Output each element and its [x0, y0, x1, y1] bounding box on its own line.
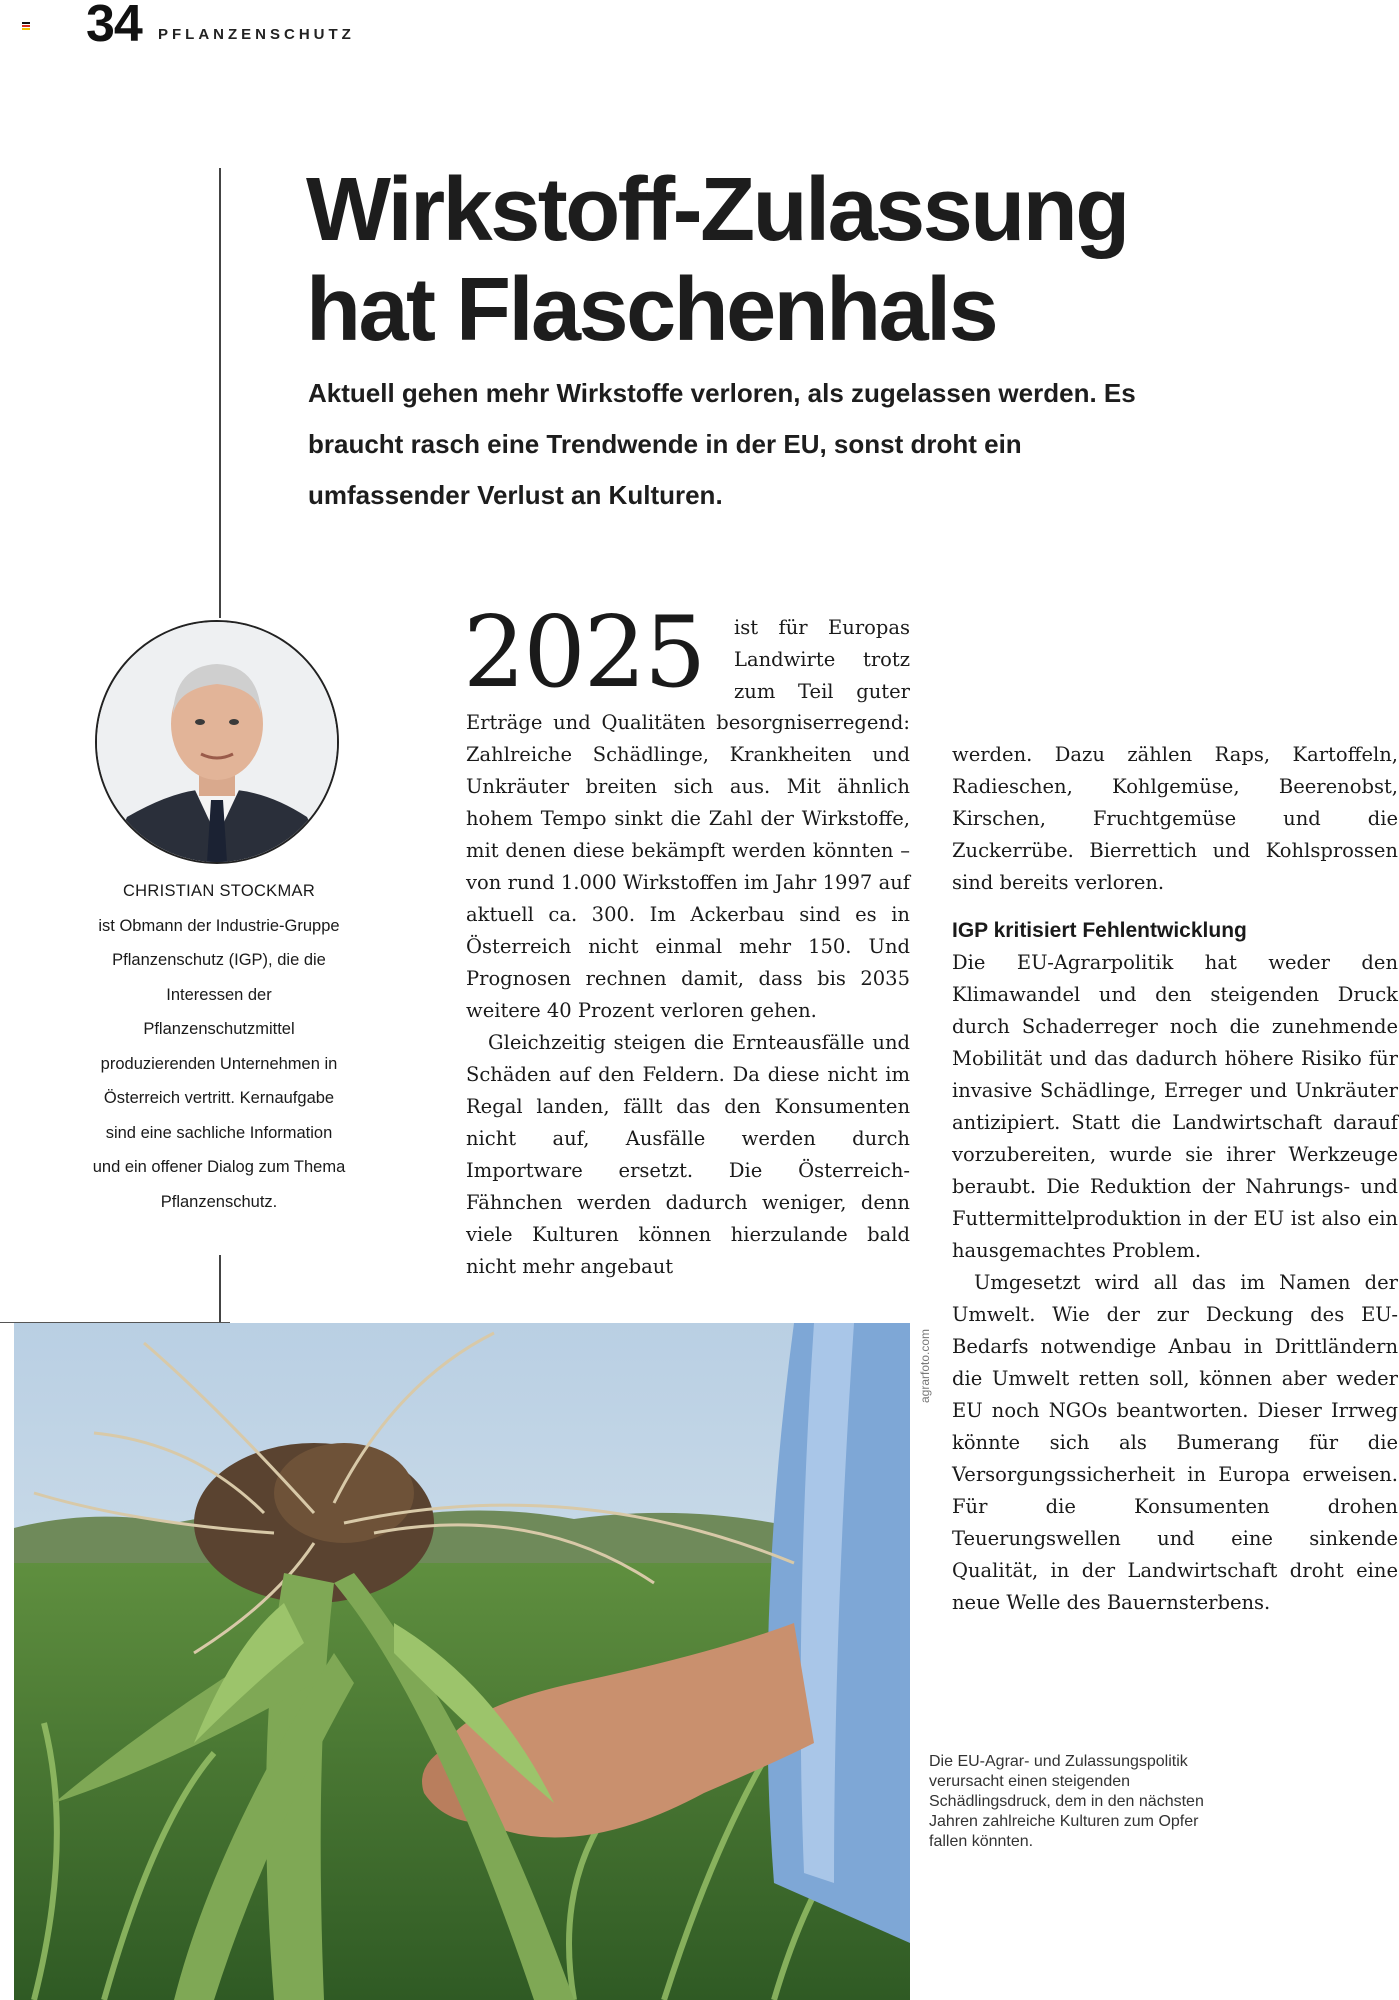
author-description: ist Obmann der Industrie-Gruppe Pflanzenschutz (IGP), die die Interessen der Pflanzenschutzmittel produzierenden Unternehmen in Österreich vertritt. Kernaufgabe sind eine sachliche Information und ein offener Dialog zum Thema Pflanzenschutz.	[92, 916, 346, 1211]
title-line-1: Wirkstoff-Zulassung	[306, 160, 1128, 260]
page-number: 34	[86, 0, 142, 53]
article-title	[306, 160, 1256, 360]
author-bio	[92, 874, 346, 1219]
column2-paragraph-1: werden. Dazu zählen Raps, Kartoffeln, Radieschen, Kohlgemüse, Beerenobst, Kirschen, Fruchtgemüse und die Zuckerrübe. Bierrettich und Kohlsprossen sind bereits verloren.	[952, 743, 1398, 894]
column1-opening: ist für Europas Landwirte trotz zum Teil guter	[734, 616, 910, 703]
weed-roots-illustration	[14, 1323, 910, 2000]
lead-paragraph: Aktuell gehen mehr Wirkstoffe verloren, als zugelassen werden. Es braucht rasch eine Trendwende in der EU, sonst droht ein umfassender Verlust an Kulturen.	[308, 378, 1136, 510]
section-label: PFLANZENSCHUTZ	[158, 26, 355, 43]
column2-paragraph-3: Umgesetzt wird all das im Namen der Umwelt. Wie der zur Deckung des EU-Bedarfs notwendige Anbau in Drittländern die Umwelt retten soll, können aber weder EU noch NGOs beantworten. Dieser Irrweg könnte sich als Bumerang für die Versorgungssicherheit in Europa erweisen. Für die Konsumenten drohen Teuerungswellen und eine sinkende Qualität, in der Landwirtschaft droht eine neue Welle des Bauernsterbens.	[952, 1271, 1398, 1614]
author-portrait	[95, 620, 339, 864]
column1-paragraph-1: Erträge und Qualitäten besorgniserregend: Zahlreiche Schädlinge, Krankheiten und Unkräuter breiten sich aus. Mit ähnlich hohem Tempo sinkt die Zahl der Wirkstoffe, mit denen diese bekämpft werden könnten – von rund 1.000 Wirkstoffen im Jahr 1997 auf aktuell ca. 300. Im Ackerbau sind es in Österreich nicht einmal mehr 150. Und Prognosen rechnen damit, dass bis 2035 weitere 40 Prozent verloren gehen.	[466, 711, 910, 1022]
portrait-illustration	[97, 622, 337, 862]
column2-body	[952, 739, 1398, 1619]
vertical-rule-top	[219, 168, 221, 618]
author-name: CHRISTIAN STOCKMAR	[122, 882, 316, 900]
vertical-rule-bottom	[219, 1255, 221, 1323]
column1-body	[466, 707, 910, 1283]
photo-credit: agrarfoto.com	[918, 1328, 932, 1403]
flag-icon	[22, 22, 30, 30]
title-line-2: hat Flaschenhals	[306, 260, 997, 360]
column1-paragraph-2: Gleichzeitig steigen die Ernteausfälle und Schäden auf den Feldern. Da diese nicht im Regal landen, fällt das den Konsumenten nicht auf, Ausfälle werden durch Importware ersetzt. Die Österreich-Fähnchen werden dadurch weniger, denn viele Kulturen können hierzulande bald nicht mehr angebaut	[466, 1031, 910, 1278]
article-photo	[14, 1323, 910, 2000]
column2-paragraph-2: Die EU-Agrarpolitik hat weder den Klimawandel und den steigenden Druck durch Schaderreger noch die zunehmende Mobilität und das dadurch höhere Risiko für invasive Schädlinge, Erreger und Unkräuter antizipiert. Statt die Landwirtschaft darauf vorzubereiten, wurde sie ihrer Werkzeuge beraubt. Die Reduktion der Nahrungs- und Futtermittelproduktion in der EU ist also ein hausgemachtes Problem.	[952, 951, 1398, 1262]
dropcap-year: 2025	[463, 596, 705, 710]
photo-caption: Die EU-Agrar- und Zulassungspolitik verursacht einen steigenden Schädlingsdruck, dem in den nächsten Jahren zahlreiche Kulturen zum Opfer fallen könnten.	[929, 1753, 1204, 1850]
subheading: IGP kritisiert Fehlentwicklung	[952, 919, 1247, 942]
